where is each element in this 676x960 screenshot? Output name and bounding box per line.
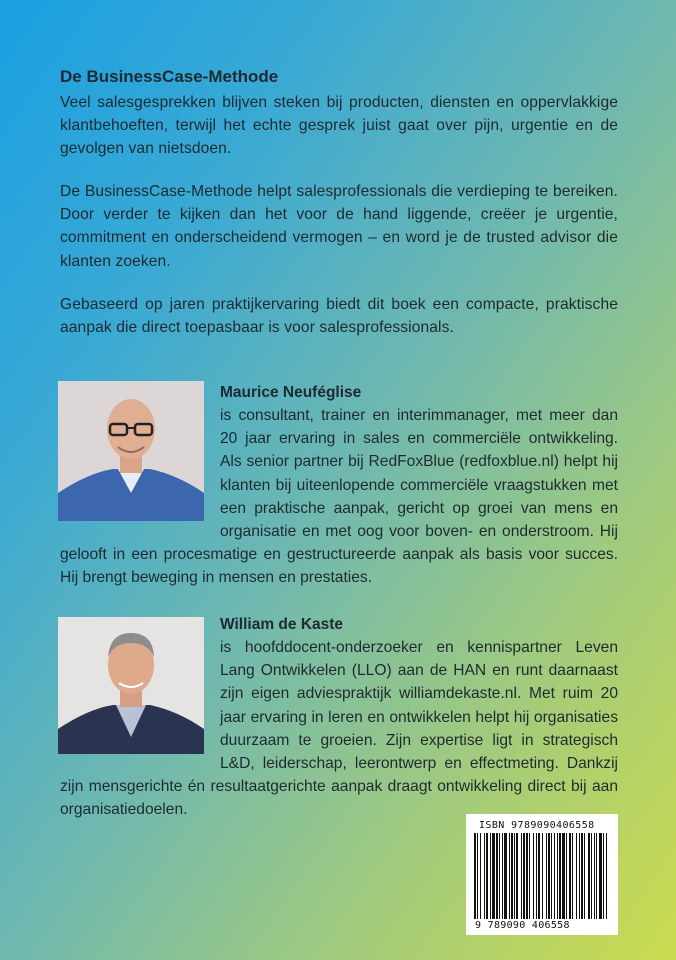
- barcode-bar: [594, 833, 595, 919]
- barcode-bar: [526, 833, 528, 919]
- barcode-bar: [536, 833, 537, 919]
- barcode-bar: [557, 833, 558, 919]
- barcode-bar: [599, 833, 602, 919]
- barcode-bar: [496, 833, 498, 919]
- barcode-bar: [538, 833, 540, 919]
- barcode-bar: [492, 833, 495, 919]
- author-bio-william: [60, 636, 618, 822]
- barcode-bar: [591, 833, 592, 919]
- barcode-bar: [576, 833, 577, 919]
- barcode-bar: [579, 833, 580, 919]
- intro-paragraph-3: Gebaseerd op jaren praktijkervaring biedt dit boek een compacte, praktische aanpak die direct toepasbaar is voor salesprofessionals.: [60, 296, 618, 337]
- barcode-bar: [606, 833, 607, 919]
- barcode-bar: [569, 833, 571, 919]
- barcode-bar: [509, 833, 510, 919]
- barcode-bar: [554, 833, 555, 919]
- author-bio-text: is consultant, trainer en interimmanager, met meer dan 20 jaar ervaring in sales en commerciële ontwikkeling. Als senior partner bij RedFoxBlue (redfoxblue.nl) helpt hij klanten bij uiteenlopende commerciële vraagstukken met een praktische aanpak, gericht op groei van mens en organisatie en met oog voor boven- en onderstroom. Hij gelooft in een procesmatige en gestructureerde aanpak als basis voor succes. Hij brengt beweging in mensen en prestaties.: [60, 407, 618, 587]
- author-name-william: William de Kaste: [220, 616, 344, 633]
- barcode-bar: [523, 833, 525, 919]
- barcode-bar: [484, 833, 485, 919]
- author-name-maurice: Maurice Neuféglise: [220, 384, 362, 401]
- barcode-bar: [581, 833, 583, 919]
- barcode-bar: [490, 833, 491, 919]
- barcode-bar: [502, 833, 503, 919]
- barcode-bar: [499, 833, 500, 919]
- barcode-bar: [546, 833, 547, 919]
- barcode-bar: [511, 833, 513, 919]
- book-title: De BusinessCase-Methode: [60, 67, 279, 86]
- barcode-bar: [584, 833, 585, 919]
- barcode-bar: [480, 833, 481, 919]
- barcode-bar: [551, 833, 552, 919]
- photo-spacer: [60, 636, 220, 775]
- barcode-bar: [474, 833, 476, 919]
- barcode-bar: [504, 833, 507, 919]
- barcode-bar: [588, 833, 590, 919]
- isbn-barcode: [466, 814, 618, 935]
- barcode-bar: [516, 833, 518, 919]
- intro-paragraph-2: De BusinessCase-Methode helpt salesprofessionals die verdieping te bereiken. Door verder te kijken dan het voor de hand liggende, creëer je urgentie, commitment en onderscheidend vermogen – en word je de trusted advisor die klanten zoeken.: [60, 183, 618, 270]
- barcode-bar: [596, 833, 597, 919]
- barcode-bar: [529, 833, 530, 919]
- barcode-bar: [514, 833, 515, 919]
- barcode-bar: [533, 833, 534, 919]
- photo-spacer: [60, 404, 220, 543]
- isbn-label: ISBN 9789090406558: [479, 820, 595, 831]
- barcode-bar: [566, 833, 567, 919]
- barcode-bar: [542, 833, 543, 919]
- barcode-bar: [548, 833, 550, 919]
- barcode-bar: [603, 833, 604, 919]
- barcode-bar: [559, 833, 561, 919]
- author-bio-maurice: [60, 404, 618, 590]
- barcode-bar: [486, 833, 488, 919]
- intro-paragraph-1: Veel salesgesprekken blijven steken bij producten, diensten en oppervlakkige klantbehoeften, terwijl het echte gesprek juist gaat over pijn, urgentie en de gevolgen van nietsdoen.: [60, 94, 618, 158]
- barcode-bar: [562, 833, 565, 919]
- barcode-bar: [572, 833, 573, 919]
- author-bio-text: is hoofddocent-onderzoeker en kennispartner Leven Lang Ontwikkelen (LLO) aan de HAN en runt daarnaast zijn eigen adviespraktijk williamdekaste.nl. Met ruim 20 jaar ervaring in leren en ontwikkelen helpt hij organisaties duurzaam te groeien. Zijn expertise ligt in strategisch L&D, leiderschap, leerontwerp en effectmeting. Dankzij zijn mensgerichte én resultaatgerichte aanpak draagt ontwikkeling direct bij aan organisatiedoelen.: [60, 639, 618, 819]
- isbn-digits: 9 789090 406558: [475, 920, 570, 931]
- barcode-bars: [474, 833, 610, 919]
- barcode-bar: [521, 833, 522, 919]
- barcode-bar: [477, 833, 478, 919]
